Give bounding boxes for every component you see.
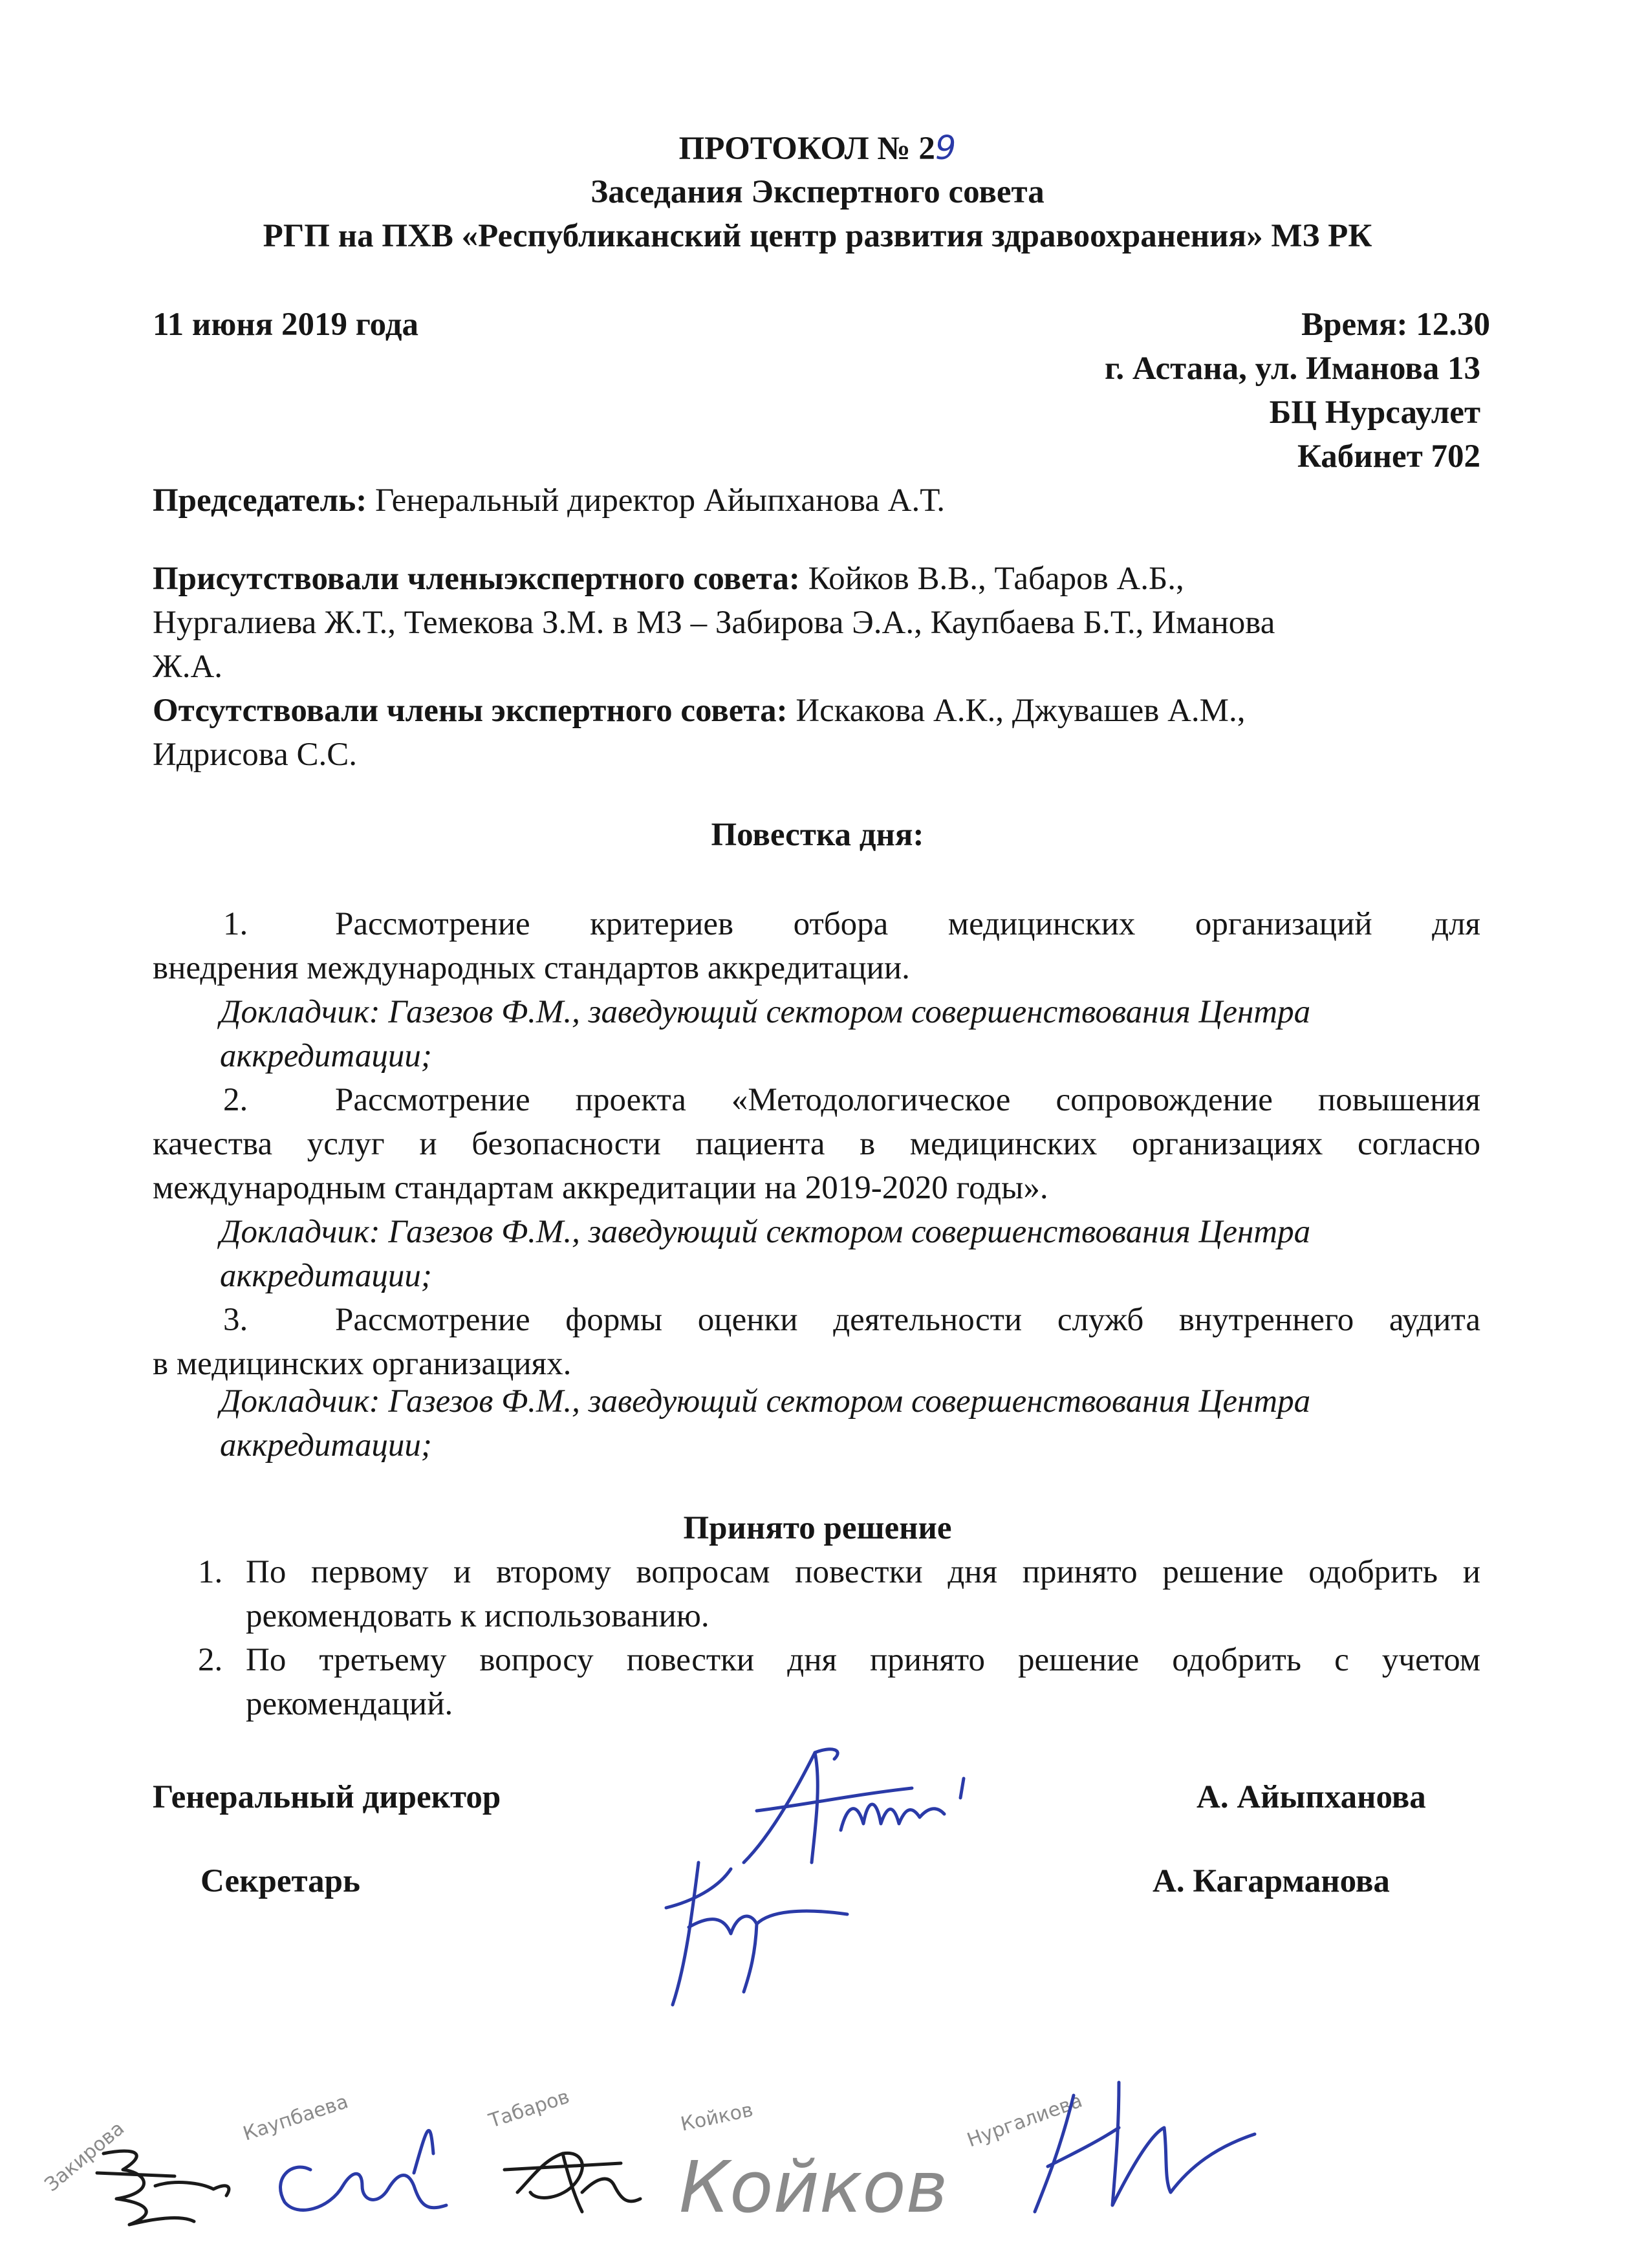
agenda-item-1-line-2: внедрения международных стандартов аккредитации. (153, 950, 910, 986)
tabarov-signature (486, 2086, 640, 2212)
decision-item-1-line-2: рекомендовать к использованию. (246, 1598, 709, 1634)
meeting-date: 11 июня 2019 года (153, 307, 418, 343)
agenda-item-2-line-2: качества услуг и безопасности пациента в медицинских организациях согласно (153, 1126, 1480, 1162)
meeting-address: г. Астана, ул. Иманова 13 (1105, 351, 1480, 387)
member-note-tabarov: Табаров (486, 2085, 572, 2133)
title-printed: ПРОТОКОЛ № 2 (678, 131, 935, 167)
member-note-zakirova: Закирова (40, 2117, 129, 2197)
chair-text: Генеральный директор Айыпханова А.Т. (367, 482, 946, 519)
present-text: Койков В.В., Табаров А.Б., (799, 561, 1184, 597)
director-title: Генеральный директор (153, 1779, 501, 1815)
zakirova-signature (41, 2117, 229, 2225)
agenda-item-1-speaker-2: аккредитации; (220, 1038, 432, 1074)
present-line-3: Ж.А. (153, 649, 223, 685)
present-label: Присутствовали членыэкспертного совета: (153, 561, 800, 597)
agenda-item-1-line-1: Рассмотрение критериев отбора медицинских организаций для (335, 906, 1480, 942)
decision-item-2-line-1: По третьему вопросу повестки дня принято решение одобрить с учетом (246, 1642, 1480, 1678)
agenda-item-3-speaker: Докладчик: Газезов Ф.М., заведующий сектором совершенствования Центра (220, 1383, 1311, 1420)
koikov-signature (678, 2099, 947, 2229)
agenda-item-3-line-2: в медицинских организациях. (153, 1346, 572, 1382)
agenda-heading: Повестка дня: (711, 817, 924, 853)
agenda-item-2-line-3: международным стандартам аккредитации на 2019-2020 годы». (153, 1170, 1048, 1206)
secretary-name: А. Кагарманова (1153, 1863, 1390, 1899)
organization-name: РГП на ПХВ «Республиканский центр развития здравоохранения» МЗ РК (263, 218, 1372, 254)
agenda-item-1-number: 1. (223, 906, 248, 942)
document-title (0, 129, 1635, 167)
absent-label: Отсутствовали члены экспертного совета: (153, 693, 788, 729)
member-note-kaupbaeva: Каупбаева (240, 2090, 351, 2146)
decision-heading: Принято решение (683, 1510, 952, 1546)
present-line-2: Нургалиева Ж.Т., Темекова З.М. в МЗ – Забирова Э.А., Каупбаева Б.Т., Иманова (153, 605, 1275, 641)
decision-item-1-line-1: По первому и второму вопросам повестки дня принято решение одобрить и (246, 1554, 1480, 1590)
director-name: А. Айыпханова (1196, 1779, 1426, 1815)
meeting-room: Кабинет 702 (1297, 438, 1480, 475)
decision-item-2-line-2: рекомендаций. (246, 1686, 453, 1722)
agenda-item-3-line-1: Рассмотрение формы оценки деятельности служб внутреннего аудита (335, 1302, 1480, 1338)
decision-item-1-number: 1. (198, 1554, 223, 1590)
absent-line-1 (153, 695, 1246, 728)
nurgalieva-signature (964, 2082, 1255, 2212)
koikov-signature-text: Койков (679, 2146, 948, 2229)
decision-item-2-number: 2. (198, 1642, 223, 1678)
agenda-item-1-speaker: Докладчик: Газезов Ф.М., заведующий сектором совершенствования Центра (220, 994, 1311, 1030)
kaupbaeva-signature (241, 2090, 446, 2210)
agenda-item-2-line-1: Рассмотрение проекта «Методологическое сопровождение повышения (335, 1082, 1480, 1118)
present-line-1 (153, 563, 1184, 596)
agenda-item-2-speaker: Докладчик: Газезов Ф.М., заведующий сектором совершенствования Центра (220, 1214, 1311, 1250)
document-subtitle: Заседания Экспертного совета (590, 174, 1045, 210)
absent-text: Искакова А.К., Джувашев А.М., (787, 693, 1246, 729)
meeting-building: БЦ Нурсаулет (1269, 394, 1480, 431)
chair-label: Председатель: (153, 482, 367, 519)
agenda-item-2-speaker-2: аккредитации; (220, 1258, 432, 1294)
title-handwritten-number: 9 (935, 129, 957, 167)
agenda-item-3-number: 3. (223, 1302, 248, 1338)
member-note-nurgalieva: Нургалиева (964, 2089, 1086, 2152)
chair-line (153, 484, 945, 517)
meeting-time: Время: 12.30 (1301, 307, 1490, 343)
member-signatures (26, 2057, 1449, 2263)
member-note-koikov: Койков (678, 2099, 755, 2136)
secretary-signature (653, 1843, 886, 2011)
absent-line-2: Идрисова С.С. (153, 737, 358, 773)
agenda-item-2-number: 2. (223, 1082, 248, 1118)
secretary-title: Секретарь (200, 1863, 360, 1899)
agenda-item-3-speaker-2: аккредитации; (220, 1427, 432, 1463)
